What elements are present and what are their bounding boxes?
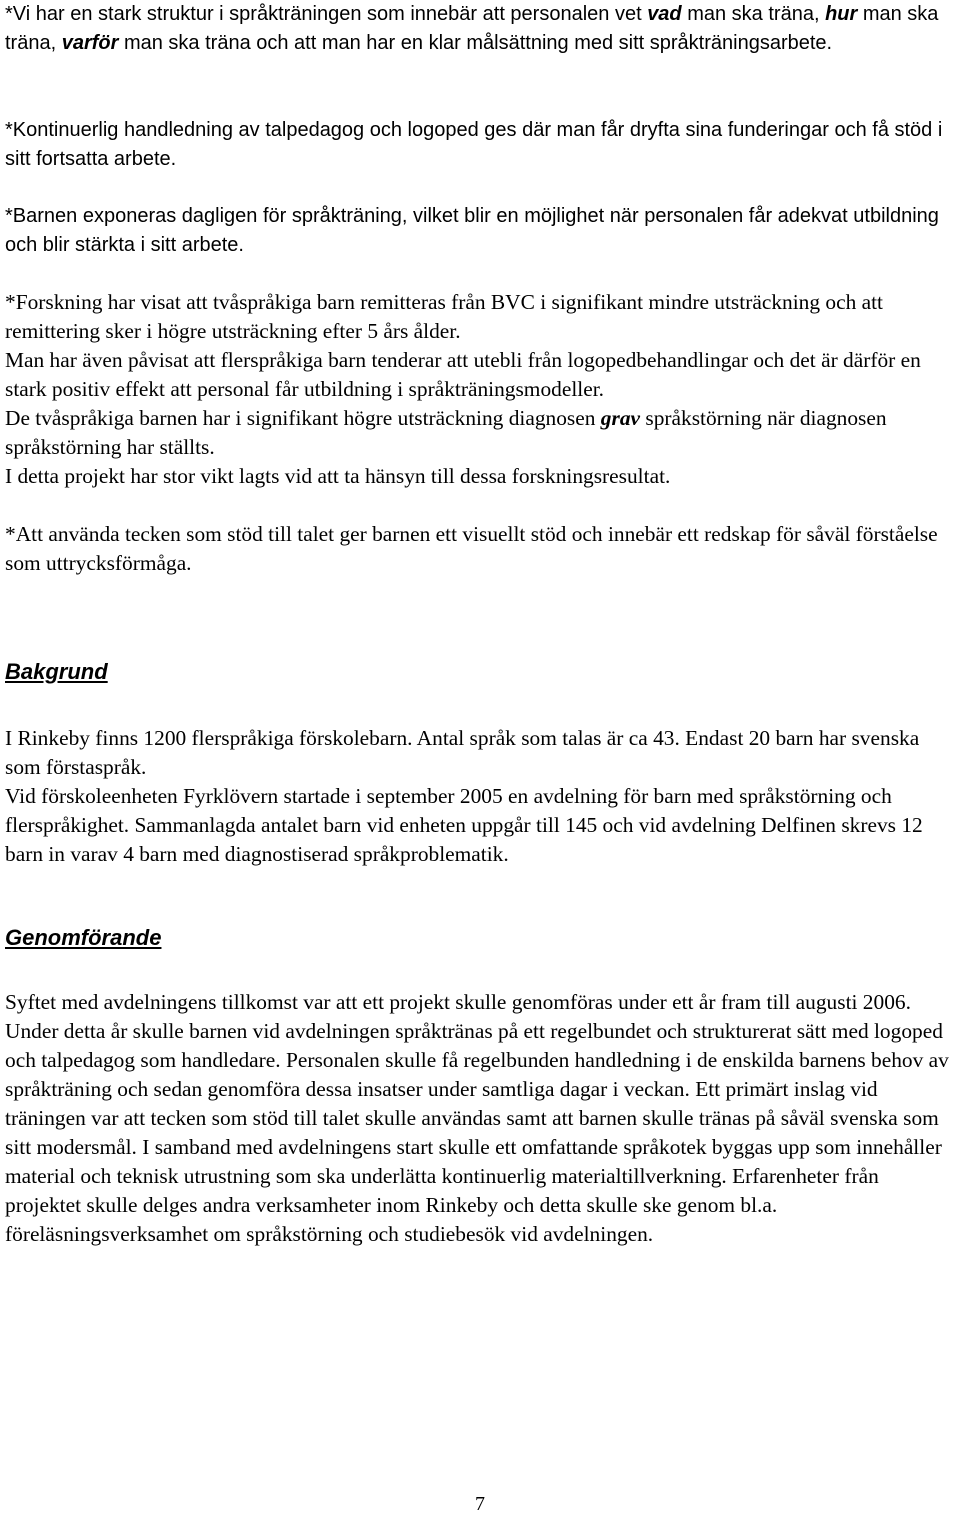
intro-paragraph-guidance: *Kontinuerlig handledning av talpedagog och logoped ges där man får dryfta sina funderingar och få stöd i sitt fortsatta arbete.	[5, 119, 943, 170]
p1-text-2: man ska träna,	[681, 3, 826, 25]
research-line-4: I detta projekt har stor vikt lagts vid att ta hänsyn till dessa forskningsresultat.	[5, 464, 671, 488]
p1-text-3: man ska träna,	[5, 3, 939, 54]
research-line-3b: språkstörning när diagnosen språkstörning har ställts.	[5, 406, 887, 459]
bakgrund-section	[5, 724, 950, 869]
heading-bakgrund: Bakgrund	[5, 659, 108, 684]
emphasis-varfor: varför	[61, 32, 119, 54]
intro-paragraph-signs: *Att använda tecken som stöd till talet ger barnen ett visuellt stöd och innebär ett redskap för såväl förståelse som uttrycksförmåga.	[5, 522, 938, 575]
p1-text-4: man ska träna och att man har en klar målsättning med sitt språkträningsarbete.	[118, 32, 833, 54]
research-line-1: *Forskning har visat att tvåspråkiga barn remitteras från BVC i signifikant mindre utsträckning och att remittering sker i högre utsträckning efter 5 års ålder.	[5, 290, 883, 343]
bakgrund-line-1: I Rinkeby finns 1200 flerspråkiga förskolebarn. Antal språk som talas är ca 43. Endast 20 barn har svenska som förstaspråk.	[5, 726, 920, 779]
emphasis-grav: grav	[600, 406, 641, 430]
heading-genomforande: Genomförande	[5, 925, 162, 950]
page-number: 7	[475, 1493, 485, 1515]
genomforande-body: Syftet med avdelningens tillkomst var att ett projekt skulle genomföras under ett år fram till augusti 2006. Under detta år skulle barnen vid avdelningen språktränas på ett regelbundet och strukturerat sätt med logoped och talpedagog som handledare. Personalen skulle få regelbunden handledning i de enskilda barnens behov av språkträning och sedan genomföra dessa insatser under samtliga dagar i veckan. Ett primärt inslag vid träningen var att tecken som stöd till talet skulle användas samt att barnen skulle tränas på såväl svenska som sitt modersmål. I samband med avdelningens start skulle ett omfattande språkotek byggas upp som innehåller material och teknisk utrustning som ska underlätta kontinuerlig materialtillverkning. Erfarenheter från projektet skulle delges andra verksamheter inom Rinkeby och detta skulle ske genom bl.a. föreläsningsverksamhet om språkstörning och studiebesök vid avdelningen.	[5, 990, 949, 1246]
intro-paragraph-exposure: *Barnen exponeras dagligen för språkträning, vilket blir en möjlighet när personalen får adekvat utbildning och blir stärkta i sitt arbete.	[5, 205, 939, 256]
emphasis-vad: vad	[647, 3, 682, 25]
research-line-3a: De tvåspråkiga barnen har i signifikant högre utsträckning diagnosen	[5, 406, 601, 430]
intro-paragraph-structure	[5, 0, 950, 58]
intro-paragraph-research	[5, 288, 950, 491]
bakgrund-line-2: Vid förskoleenheten Fyrklövern startade i september 2005 en avdelning för barn med språkstörning och flerspråkighet. Sammanlagda antalet barn vid enheten uppgår till 145 och vid avdelning Delfinen skrevs 12 barn in varav 4 barn med diagnostiserad språkproblematik.	[5, 784, 923, 866]
research-line-2: Man har även påvisat att flerspråkiga barn tenderar att utebli från logopedbehandlingar och det är därför en stark positiv effekt att personal får utbildning i språkträningsmodeller.	[5, 348, 921, 401]
emphasis-hur: hur	[825, 3, 858, 25]
p1-text-1: *Vi har en stark struktur i språkträningen som innebär att personalen vet	[5, 3, 648, 25]
research-line-3	[5, 404, 950, 462]
